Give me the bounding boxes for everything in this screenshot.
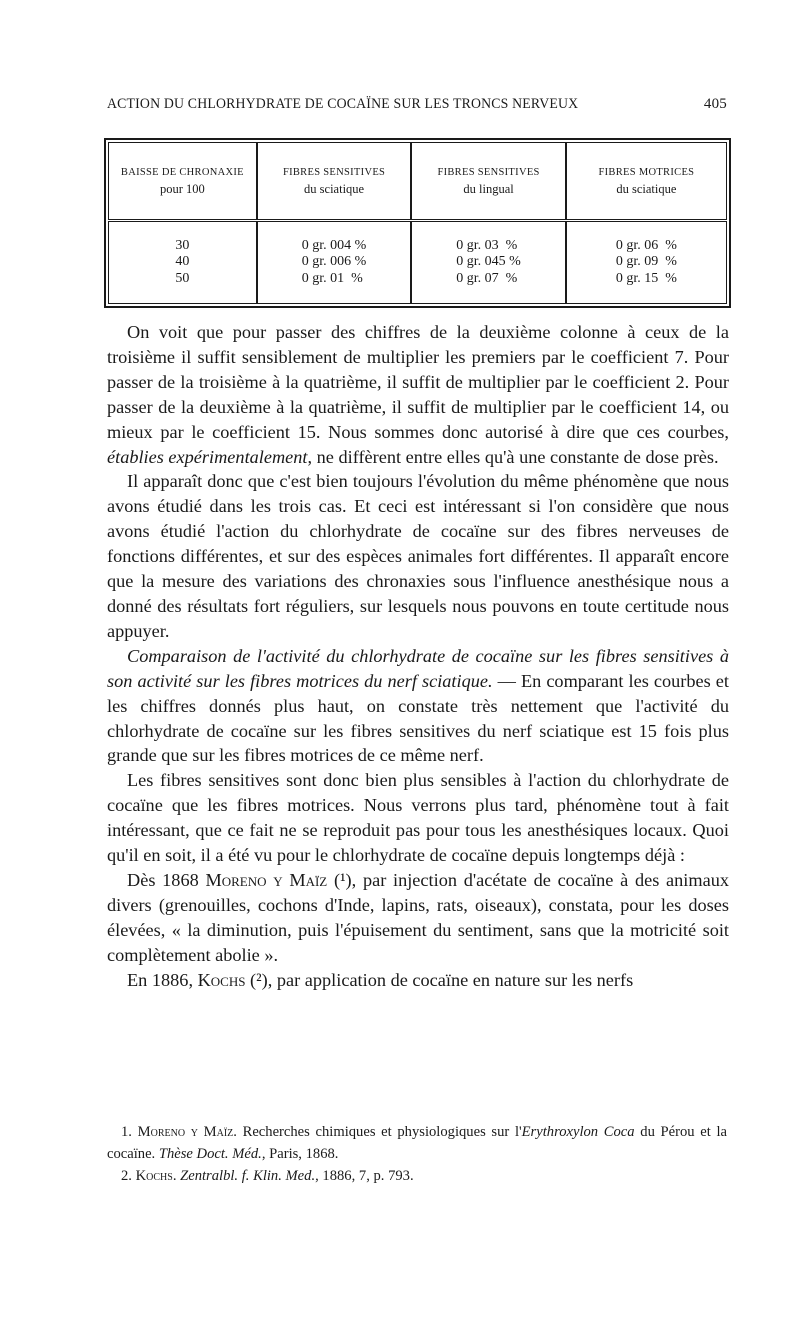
table-header-cell: FIBRES MOTRICES du sciatique [566, 143, 727, 221]
running-head [107, 96, 727, 113]
paragraph: On voit que pour passer des chiffres de la deuxième colonne à ceux de la troisième il suffit sensiblement de multiplier les premiers par le coefficient 7. Pour passer de la troisième à la quatrième, il suffit de multiplier par le coefficient 2. Pour passer de la deuxième à la quatrième, il suffit de multiplier par le coefficient 14, ou mieux par le coefficient 15. Nous sommes donc autorisé à dire que ces courbes, établies expérimentalement, ne diffèrent entre elles qu'à une constante de dose près. [107, 322, 729, 467]
page-number: 405 [703, 96, 727, 112]
table-header-row [109, 143, 727, 221]
data-table [108, 142, 727, 304]
paragraph: Il apparaît donc que c'est bien toujours l'évolution du même phénomène que nous avons étudié dans les trois cas. Et ceci est intéressant si l'on considère que nous avons étudié l'action du chlorhydrate de cocaïne sur des fibres nerveuses de fonctions différentes, et sur des espèces animales fort différentes. Il apparaît encore que la mesure des variations des chronaxies sous l'influence anesthésique nous a donné des résultats fort réguliers, sur lesquels nous pouvons en toute certitude nous appuyer. [107, 471, 729, 641]
section-heading: Comparaison de l'activité du chlorhydrate de cocaïne sur les fibres sensitives à son activité sur les fibres motrices du nerf sciatique. [107, 645, 729, 691]
footnote: 2. Kochs. Zentralbl. f. Klin. Med., 1886, 7, p. 793. [121, 1168, 414, 1184]
paragraph: En 1886, Kochs (²), par application de cocaïne en nature sur les nerfs [127, 969, 634, 990]
table-cell-chronaxie: 30 40 50 [175, 237, 190, 286]
table-row [109, 221, 727, 304]
paragraph: Les fibres sensitives sont donc bien plus sensibles à l'action du chlorhydrate de cocaïne que les fibres motrices. Nous verrons plus tard, phénomène tout à fait intéressant, que ce fait ne se reproduit pas pour tous les anesthésiques locaux. Quoi qu'il en soit, il a été vu pour le chlorhydrate de cocaïne depuis longtemps déjà : [107, 770, 729, 866]
paragraph: Dès 1868 Moreno y Maïz (¹), par injection d'acétate de cocaïne à des animaux divers (grenouilles, cochons d'Inde, lapins, rats, oiseaux), constata, pour les doses élevées, « la diminution, puis l'épuisement du sentiment, sans que la motricité soit complètement abolie ». [107, 869, 729, 965]
table-header-cell: FIBRES SENSITIVES du lingual [411, 143, 566, 221]
running-title: ACTION DU CHLORHYDRATE DE COCAÏNE SUR LES TRONCS NERVEUX [107, 96, 579, 112]
footnotes [107, 1121, 727, 1187]
footnote-ref: (²) [245, 969, 268, 990]
data-table-frame [104, 138, 731, 308]
body-text [107, 320, 729, 992]
footnote: 1. Moreno y Maïz. Recherches chimiques et physiologiques sur l'Erythroxylon Coca du Pérou et la cocaïne. Thèse Doct. Méd., Paris, 1868. [107, 1124, 727, 1162]
table-cell-sciatique-motrices: 0 gr. 06 % 0 gr. 09 % 0 gr. 15 % [566, 221, 727, 304]
table-header-cell: BAISSE DE CHRONAXIE pour 100 [109, 143, 257, 221]
paragraph: Comparaison de l'activité du chlorhydrate de cocaïne sur les fibres sensitives à son activité sur les fibres motrices du nerf sciatique. — En comparant les courbes et les chiffres donnés plus haut, on constate très nettement que l'activité du chlorhydrate de cocaïne sur les fibres sensitives du nerf sciatique est 15 fois plus grande que sur les fibres motrices de ce même nerf. [107, 645, 729, 766]
footnote-ref: (¹) [327, 869, 352, 890]
author-name: Moreno y Maïz [205, 869, 328, 890]
table-header-cell: FIBRES SENSITIVES du sciatique [257, 143, 412, 221]
table-cell-lingual-sensitives: 0 gr. 03 % 0 gr. 045 % 0 gr. 07 % [411, 221, 566, 304]
table-cell-sciatique-sensitives: 0 gr. 004 % 0 gr. 006 % 0 gr. 01 % [257, 221, 412, 304]
author-name: Kochs [197, 969, 246, 990]
